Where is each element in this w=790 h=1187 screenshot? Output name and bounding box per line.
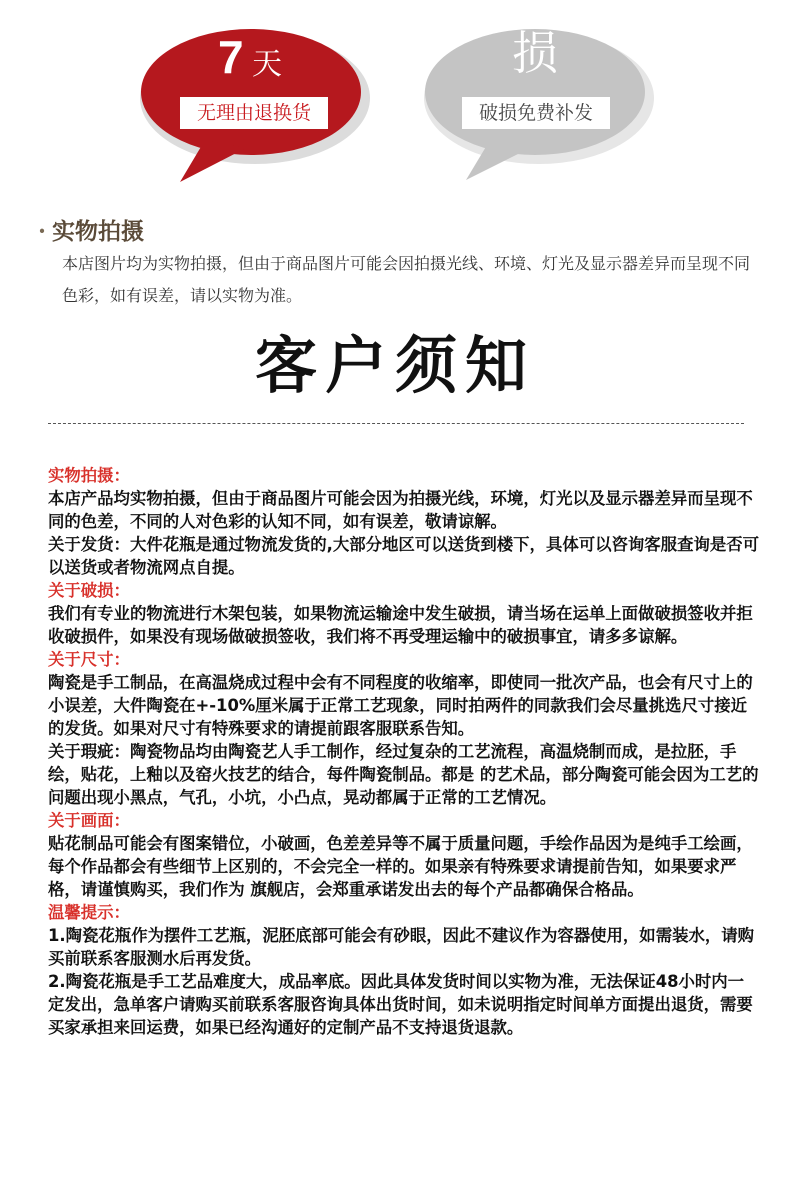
section-title-tips: 温馨提示：: [48, 903, 130, 922]
section-title-photo: 实物拍摄：: [48, 466, 130, 485]
section-body-damage: 我们有专业的物流进行木架包装，如果物流运输途中发生破损，请当场在运单上面做破损签收并拒收破损件，如果没有现场做破损签收，我们将不再受理运输中的破损事宜，请多多谅解。: [48, 604, 753, 646]
photo-section-title: 实物拍摄: [52, 218, 145, 245]
page-title: 客户须知: [254, 329, 535, 402]
service-badges: [0, 0, 790, 190]
section-body-photo: 本店产品均实物拍摄，但由于商品图片可能会因为拍摄光线，环境，灯光以及显示器差异而呈现不同的色差，不同的人对色彩的认知不同，如有误差，敬请谅解。: [48, 489, 753, 531]
customer-notes: [48, 464, 760, 1039]
section-body-pattern: 贴花制品可能会有图案错位，小破画，色差差异等不属于质量问题，手绘作品因为是纯手工绘画，每个作品都会有些细节上区别的，不会完全一样的。如果亲有特殊要求请提前告知，如果要求严格，请谨慎购买，我们作为 旗舰店，会郑重承诺发出去的每个产品都确保合格品。: [48, 834, 753, 899]
return-days-number: 7: [218, 31, 244, 83]
return-days-unit: 天: [252, 47, 282, 82]
photo-section-heading: [38, 213, 144, 246]
tip-item-2: 2.陶瓷花瓶是手工艺品难度大，成品率底。因此具体发货时间以实物为准，无法保证48小时内一定发出，急单客户请购买前联系客服咨询具体出货时间，如未说明指定时间单方面提出退货，需要买家承担来回运费，如果已经沟通好的定制产品不支持退货退款。: [48, 972, 753, 1037]
return-bubble: [141, 29, 361, 155]
tip-item-1: 1.陶瓷花瓶作为摆件工艺瓶，泥胚底部可能会有砂眼，因此不建议作为容器使用，如需装水，请购买前联系客服测水后再发货。: [48, 926, 755, 968]
section-title-size: 关于尺寸：: [48, 650, 130, 669]
damage-icon-char: 损: [512, 26, 558, 80]
section-body-size: 陶瓷是手工制品，在高温烧成过程中会有不同程度的收缩率，即使同一批次产品，也会有尺寸上的小误差，大件陶瓷在+-10%厘米属于正常工艺现象，同时拍两件的同款我们会尽量挑选尺寸接近的发货。如果对尺寸有特殊要求的请提前跟客服联系告知。: [48, 673, 753, 738]
bullet-dot: ·: [38, 218, 47, 245]
dashed-divider: [48, 423, 744, 424]
section-body-flaws: 关于瑕疵：陶瓷物品均由陶瓷艺人手工制作，经过复杂的工艺流程，高温烧制而成，是拉胚，手绘，贴花，上釉以及窑火技艺的结合，每件陶瓷制品。都是 的艺术品，部分陶瓷可能会因为工艺的问题出现小黑点，气孔，小坑，小凸点，晃动都属于正常的工艺情况。: [48, 742, 759, 807]
photo-section-text: 本店图片均为实物拍摄，但由于商品图片可能会因拍摄光线、环境、灯光及显示器差异而呈现不同色彩，如有误差，请以实物为准。: [62, 254, 751, 305]
section-title-damage: 关于破损：: [48, 581, 130, 600]
section-title-pattern: 关于画面：: [48, 811, 130, 830]
return-policy-tag: 无理由退换货: [180, 97, 328, 129]
speech-bubble-shapes: [0, 0, 790, 190]
damage-policy-tag: 破损免费补发: [462, 97, 610, 129]
section-body-shipping: 关于发货：大件花瓶是通过物流发货的,大部分地区可以送货到楼下，具体可以咨询客服查询是否可以送货或者物流网点自提。: [48, 535, 760, 577]
